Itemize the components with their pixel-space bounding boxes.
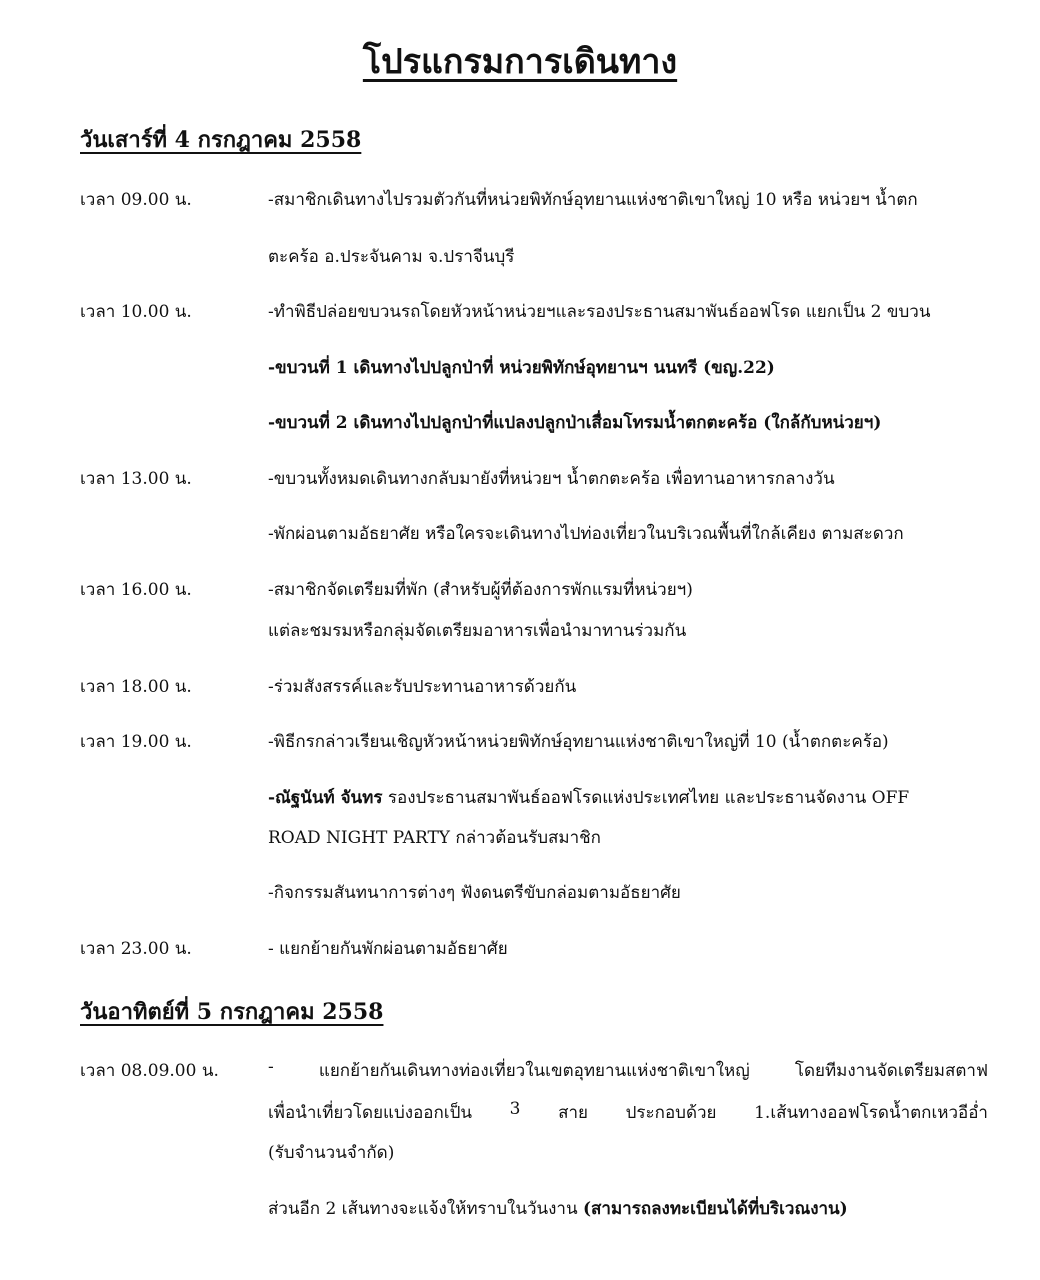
time-0809: เวลา 08.09.00 น. xyxy=(80,1061,219,1081)
day2-heading: วันอาทิตย์ที่ 5 กรกฎาคม 2558 xyxy=(80,999,384,1025)
entry-0809-w2: 3 xyxy=(509,1099,521,1119)
entry-0809-w1: เพื่อนำเที่ยวโดยแบ่งออกเป็น xyxy=(268,1103,473,1123)
entry-1600-line1: -สมาชิกจัดเตรียมที่พัก (สำหรับผู้ที่ต้องการพักแรมที่หน่วยฯ) xyxy=(268,580,693,600)
entry-1300-line2: -พักผ่อนตามอัธยาศัย หรือใครจะเดินทางไปท่องเที่ยวในบริเวณพื้นที่ใกล้เคียง ตามสะดวก xyxy=(268,524,904,544)
entry-0809-text-b: โดยทีมงานจัดเตรียมสตาฟ xyxy=(794,1061,988,1081)
entry-0809-w4: ประกอบด้วย xyxy=(625,1103,717,1123)
speaker-role: รองประธานสมาพันธ์ออฟโรดแห่งประเทศไทย และประธานจัดงาน OFF xyxy=(382,788,910,808)
page-title: โปรแกรมการเดินทาง xyxy=(362,42,678,82)
time-1300: เวลา 13.00 น. xyxy=(80,469,192,489)
entry-1900-line1: -พิธีกรกล่าวเรียนเชิญหัวหน้าหน่วยพิทักษ์อุทยานแห่งชาติเขาใหญ่ที่ 10 (น้ำตกตะคร้อ) xyxy=(268,732,889,752)
time-0900: เวลา 09.00 น. xyxy=(80,190,192,210)
speaker-name: -ณัฐนันท์ จันทร xyxy=(268,788,383,808)
entry-1000-convoy2: -ขบวนที่ 2 เดินทางไปปลูกป่าที่แปลงปลูกป่าเสื่อมโทรมน้ำตกตะคร้อ (ใกล้กับหน่วยฯ) xyxy=(268,413,882,433)
entry-1900-line3: ROAD NIGHT PARTY กล่าวต้อนรับสมาชิก xyxy=(268,828,601,848)
entry-0809-note-bold: (สามารถลงทะเบียนได้ที่บริเวณงาน) xyxy=(582,1199,848,1219)
entry-2300-line1: - แยกย้ายกันพักผ่อนตามอัธยาศัย xyxy=(268,939,508,959)
entry-1900-line4: -กิจกรรมสันทนาการต่างๆ ฟังดนตรีขับกล่อมตามอัธยาศัย xyxy=(268,883,681,903)
entry-1000-convoy1: -ขบวนที่ 1 เดินทางไปปลูกป่าที่ หน่วยพิทักษ์อุทยานฯ นนทรี (ขญ.22) xyxy=(268,358,775,378)
entry-0900-line1: -สมาชิกเดินทางไปรวมตัวกันที่หน่วยพิทักษ์อุทยานแห่งชาติเขาใหญ่ 10 หรือ หน่วยฯ น้ำตก xyxy=(268,190,918,210)
entry-0900-line2: ตะคร้อ อ.ประจันคาม จ.ปราจีนบุรี xyxy=(268,247,515,267)
entry-1600-line2: แต่ละชมรมหรือกลุ่มจัดเตรียมอาหารเพื่อนำมาทานร่วมกัน xyxy=(268,621,687,641)
day1-heading: วันเสาร์ที่ 4 กรกฎาคม 2558 xyxy=(80,127,362,153)
entry-1900-line2 xyxy=(268,784,909,811)
entry-1800-line1: -ร่วมสังสรรค์และรับประทานอาหารด้วยกัน xyxy=(268,677,577,697)
entry-1000-line1: -ทำพิธีปล่อยขบวนรถโดยหัวหน้าหน่วยฯและรองประธานสมาพันธ์ออฟโรด แยกเป็น 2 ขบวน xyxy=(268,302,931,322)
entry-0809-line1 xyxy=(268,1057,988,1084)
entry-0809-note: ส่วนอีก 2 เส้นทางจะแจ้งให้ทราบในวันงาน xyxy=(268,1199,583,1219)
entry-0809-text-a: แยกย้ายกันเดินทางท่องเที่ยวในเขตอุทยานแห่งชาติเขาใหญ่ xyxy=(318,1061,750,1081)
entry-0809-w3: สาย xyxy=(558,1103,588,1123)
time-1600: เวลา 16.00 น. xyxy=(80,580,192,600)
entry-1300-line1: -ขบวนทั้งหมดเดินทางกลับมายังที่หน่วยฯ น้ำตกตะคร้อ เพื่อทานอาหารกลางวัน xyxy=(268,469,835,489)
time-2300: เวลา 23.00 น. xyxy=(80,939,192,959)
entry-0809-line4 xyxy=(268,1195,848,1222)
time-1000: เวลา 10.00 น. xyxy=(80,302,192,322)
entry-0809-line3: (รับจำนวนจำกัด) xyxy=(268,1143,395,1163)
entry-0809-dash: - xyxy=(268,1057,274,1077)
entry-0809-line2 xyxy=(268,1099,988,1126)
entry-0809-w5: 1.เส้นทางออฟโรดน้ำตกเหวอีอ่ำ xyxy=(754,1103,988,1123)
time-1900: เวลา 19.00 น. xyxy=(80,732,192,752)
time-1800: เวลา 18.00 น. xyxy=(80,677,192,697)
